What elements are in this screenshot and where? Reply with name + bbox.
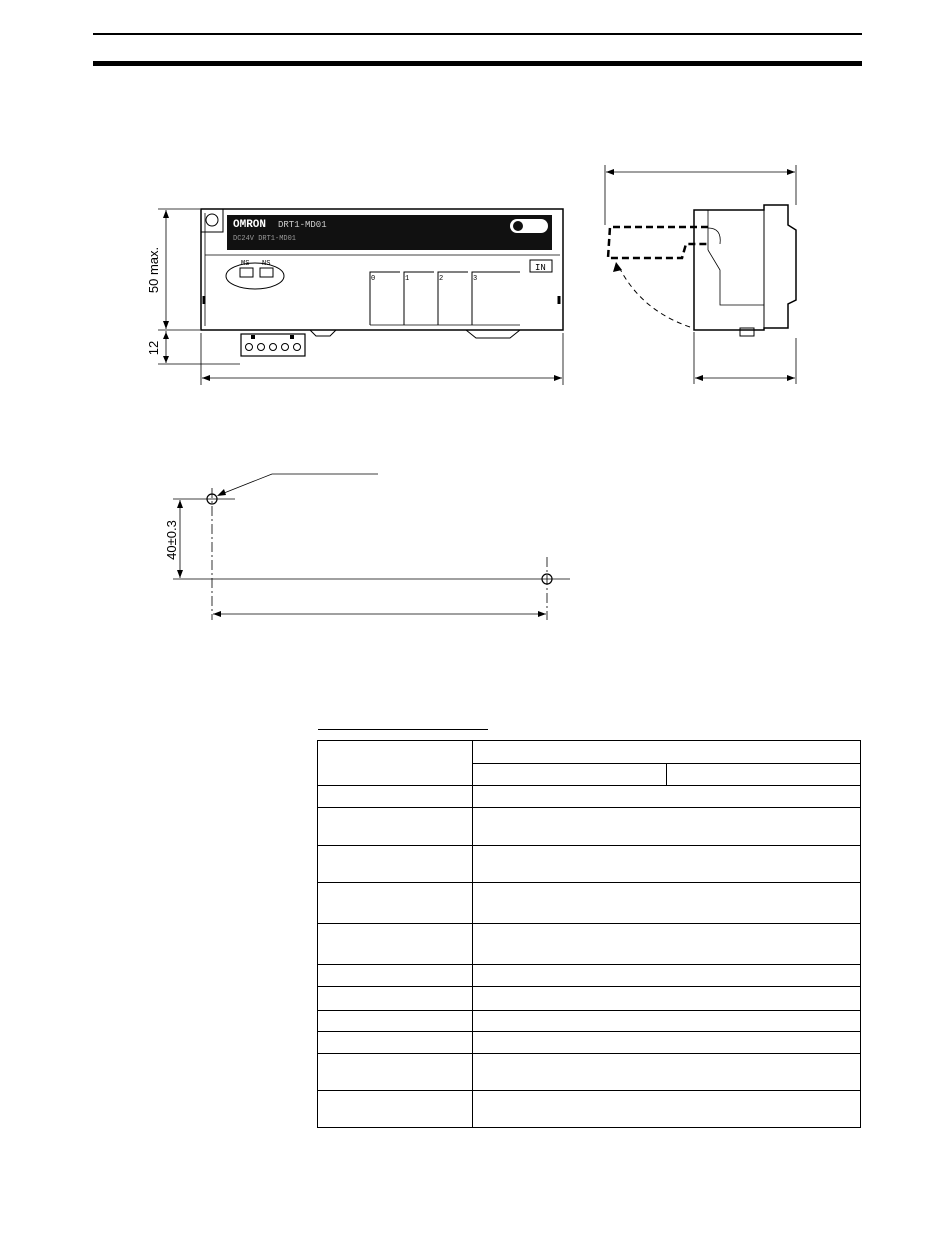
table-row	[318, 786, 861, 808]
table-row	[318, 924, 861, 965]
table-cell	[318, 786, 473, 808]
table-cell	[318, 1032, 473, 1054]
table-row	[318, 1011, 861, 1032]
table-title-underline	[318, 729, 488, 730]
table-header-cell	[473, 741, 861, 764]
mounting-dimensions	[173, 474, 570, 620]
ns-label: NS	[262, 260, 271, 268]
table-row	[318, 965, 861, 987]
side-view	[605, 165, 796, 384]
table-row	[318, 1054, 861, 1091]
table-cell	[318, 924, 473, 965]
screw-icon	[206, 214, 218, 226]
ns-led	[260, 268, 273, 277]
table-header-cell	[473, 764, 667, 786]
terminal-label-0: 0	[371, 275, 376, 283]
table-cell	[318, 987, 473, 1011]
table-header-cell	[318, 741, 473, 786]
terminal-label-2: 2	[439, 275, 444, 283]
table-row	[318, 1091, 861, 1128]
ms-led	[240, 268, 253, 277]
table-cell	[473, 883, 861, 924]
table-row	[318, 808, 861, 846]
terminal-label-1: 1	[405, 275, 410, 283]
table-header-row	[318, 741, 861, 764]
table-row	[318, 1032, 861, 1054]
table-row	[318, 883, 861, 924]
table-cell	[473, 987, 861, 1011]
table-cell	[318, 965, 473, 987]
table-cell	[473, 786, 861, 808]
table-cell	[473, 1091, 861, 1128]
table-cell	[473, 1054, 861, 1091]
table-cell	[473, 846, 861, 883]
table-cell	[318, 808, 473, 846]
table-header-cell	[667, 764, 861, 786]
indicator-area	[226, 263, 284, 289]
io-label: IN	[535, 263, 546, 273]
dim-terminal-label: 12	[146, 340, 161, 356]
table-cell	[318, 1011, 473, 1032]
table-cell	[318, 1091, 473, 1128]
ms-label: MS	[241, 260, 250, 268]
label-band	[227, 215, 552, 250]
devicenet-logo-icon	[513, 221, 523, 231]
terminal-label-3: 3	[473, 275, 478, 283]
table-cell	[473, 1032, 861, 1054]
table-cell	[473, 1011, 861, 1032]
specifications-table	[317, 740, 861, 1128]
dim-height-label: 50 max.	[146, 246, 161, 294]
devicenet-connector	[241, 334, 305, 356]
table-cell	[473, 808, 861, 846]
front-view	[158, 209, 563, 385]
brand-text: OMRON	[233, 219, 267, 231]
table-row	[318, 846, 861, 883]
table-cell	[473, 965, 861, 987]
table-cell	[318, 846, 473, 883]
table-row	[318, 987, 861, 1011]
model-text: DRT1-MD01	[278, 220, 327, 230]
dim-vertical-label: 40±0.3	[164, 520, 179, 560]
sub-label-text: DC24V DRT1-MD01	[233, 235, 297, 243]
table-cell	[318, 1054, 473, 1091]
table-cell	[318, 883, 473, 924]
table-cell	[473, 924, 861, 965]
